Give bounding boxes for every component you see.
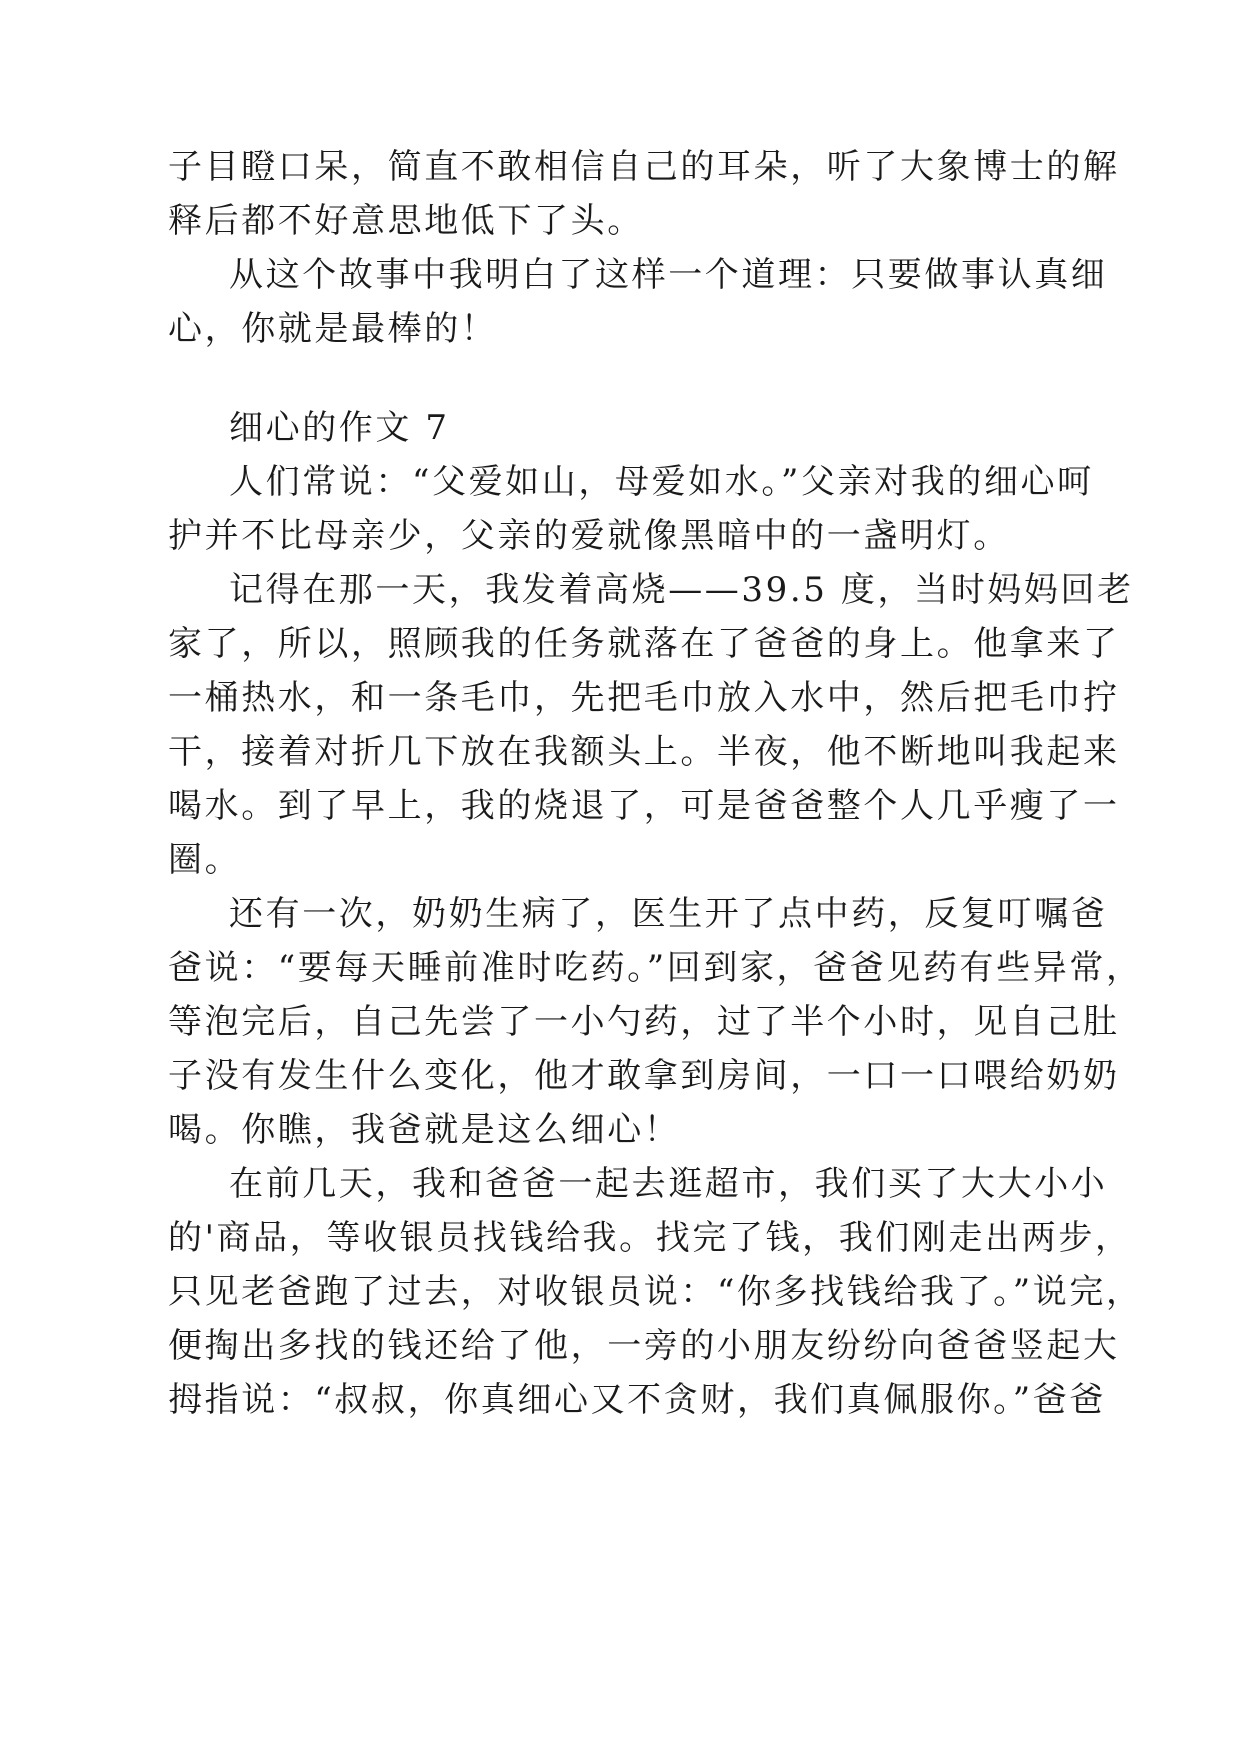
- text-line: 等泡完后，自己先尝了一小勺药，过了半个小时，见自己肚: [168, 1002, 1120, 1042]
- text-line: 从这个故事中我明白了这样一个道理：只要做事认真细: [229, 255, 1108, 295]
- text-line: 还有一次，奶奶生病了，医生开了点中药，反复叮嘱爸: [229, 894, 1108, 934]
- text-line: 在前几天，我和爸爸一起去逛超市，我们买了大大小小: [229, 1164, 1108, 1204]
- text-line: 家了，所以，照顾我的任务就落在了爸爸的身上。他拿来了: [168, 624, 1120, 664]
- text-line: 爸说：“要每天睡前准时吃药。”回到家，爸爸见药有些异常，: [168, 948, 1143, 988]
- text-line: 便掏出多找的钱还给了他，一旁的小朋友纷纷向爸爸竖起大: [168, 1326, 1120, 1366]
- text-line: 圈。: [168, 840, 242, 880]
- text-line: 心，你就是最棒的！: [168, 309, 498, 349]
- text-line: 一桶热水，和一条毛巾，先把毛巾放入水中，然后把毛巾拧: [168, 678, 1120, 718]
- text-line: 干，接着对折几下放在我额头上。半夜，他不断地叫我起来: [168, 732, 1120, 772]
- text-line: 护并不比母亲少，父亲的爱就像黑暗中的一盏明灯。: [168, 516, 1010, 556]
- text-line: 喝。你瞧，我爸就是这么细心！: [168, 1110, 681, 1150]
- text-line: 人们常说：“父爱如山，母爱如水。”父亲对我的细心呵: [229, 462, 1094, 502]
- text-line: 释后都不好意思地低下了头。: [168, 201, 644, 241]
- text-line: 只见老爸跑了过去，对收银员说：“你多找钱给我了。”说完，: [168, 1272, 1143, 1312]
- text-line: 记得在那一天，我发着高烧——39.5 度，当时妈妈回老: [229, 570, 1134, 610]
- text-line: 子目瞪口呆，简直不敢相信自己的耳朵，听了大象博士的解: [168, 147, 1120, 187]
- section-heading: 细心的作文 7: [229, 408, 450, 448]
- text-line: 的'商品，等收银员找钱给我。找完了钱，我们刚走出两步，: [168, 1218, 1132, 1258]
- text-line: 子没有发生什么变化，他才敢拿到房间，一口一口喂给奶奶: [168, 1056, 1120, 1096]
- text-line: 喝水。到了早上，我的烧退了，可是爸爸整个人几乎瘦了一: [168, 786, 1120, 826]
- text-line: 拇指说：“叔叔，你真细心又不贪财，我们真佩服你。”爸爸: [168, 1380, 1106, 1420]
